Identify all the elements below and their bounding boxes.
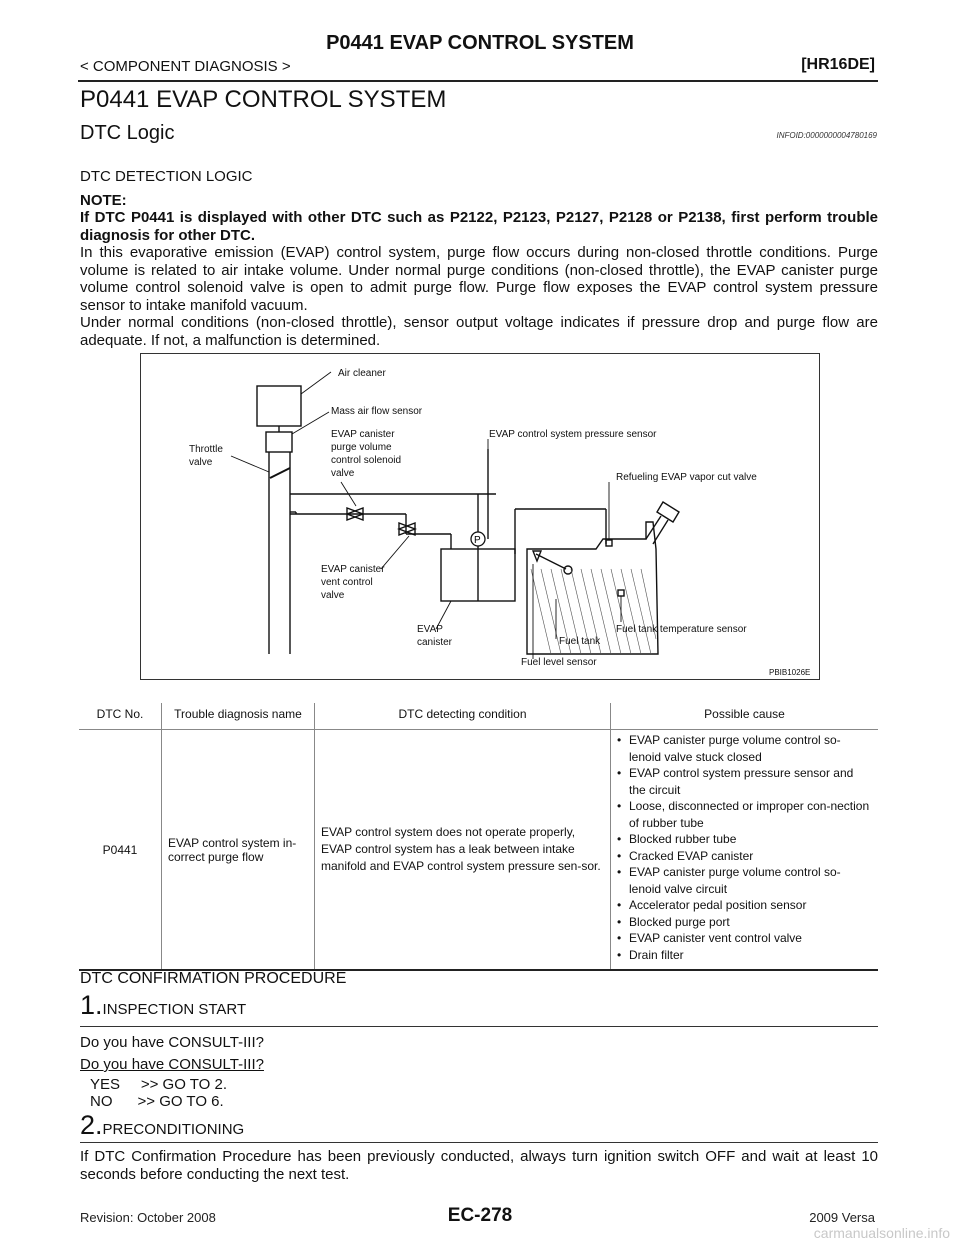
vent-valve-label-2: vent control: [321, 577, 373, 588]
list-item: • Blocked purge port: [617, 914, 872, 931]
step-1-question: Do you have CONSULT-III?: [80, 1034, 264, 1051]
purge-valve-label-4: valve: [331, 468, 355, 479]
info-id: INFOID:0000000004780169: [776, 131, 877, 140]
vent-valve-label-1: EVAP canister: [321, 564, 385, 575]
step-2-text: If DTC Confirmation Procedure has been previously conducted, always turn ignition switch OFF and wait at least 10 seconds before conducting the next test.: [80, 1148, 878, 1183]
note-label: NOTE:: [80, 191, 127, 209]
canister-label-1: EVAP: [417, 624, 443, 635]
model-year: 2009 Versa: [809, 1210, 875, 1225]
pressure-sensor-p: P: [474, 535, 481, 546]
paragraph-2: Under normal conditions (non-closed throttle), sensor output voltage indicates if pressure drop and purge flow are adequate. If not, a malfunction is determined.: [80, 314, 878, 349]
possible-cause-list: [617, 732, 872, 963]
vent-valve-label-3: valve: [321, 590, 345, 601]
purge-valve-label-1: EVAP canister: [331, 429, 395, 440]
list-item: • Blocked rubber tube: [617, 831, 872, 848]
engine-code: [HR16DE]: [801, 56, 875, 73]
step-1-rule: [80, 1026, 878, 1027]
step-1-label: INSPECTION START: [102, 1001, 247, 1018]
figure-id: PBIB1026E: [769, 668, 811, 677]
throttle-label-2: valve: [189, 457, 213, 468]
step-1-question-underlined: Do you have CONSULT-III?: [80, 1056, 264, 1073]
list-item: • EVAP canister purge volume control so-lenoid valve circuit: [617, 864, 872, 897]
page-number: EC-278: [447, 1205, 513, 1226]
list-item: • EVAP canister purge volume control so-lenoid valve stuck closed: [617, 732, 872, 765]
col-detecting-condition: DTC detecting condition: [315, 703, 611, 730]
no-option: NO >> GO TO 6.: [90, 1093, 224, 1110]
cell-detecting-condition: EVAP control system does not operate properly, EVAP control system has a leak between intake manifold and EVAP control system pressure sen-sor.: [315, 730, 611, 971]
page-title: P0441 EVAP CONTROL SYSTEM: [326, 32, 634, 54]
col-dtc-no: DTC No.: [79, 703, 162, 730]
evap-system-diagram: [140, 353, 820, 680]
list-item: • Accelerator pedal position sensor: [617, 897, 872, 914]
col-diagnosis-name: Trouble diagnosis name: [162, 703, 315, 730]
paragraph-1: In this evaporative emission (EVAP) control system, purge flow occurs during non-closed throttle conditions. Purge volume is related to air intake volume. Under normal purge conditions (non-closed throttle), the EVAP canister purge volume control solenoid valve is open to admit purge flow. Purge flow exposes the EVAP control system pressure sensor to intake manifold vacuum.: [80, 244, 878, 314]
list-item: • EVAP control system pressure sensor and the circuit: [617, 765, 872, 798]
table-header-row: [79, 703, 878, 730]
list-item: • Cracked EVAP canister: [617, 848, 872, 865]
section-title: P0441 EVAP CONTROL SYSTEM: [80, 86, 447, 113]
subsection-title: DTC Logic: [80, 122, 175, 144]
purge-valve-label-2: purge volume: [331, 442, 392, 453]
cell-possible-cause: [611, 730, 879, 971]
header-rule: [78, 80, 878, 82]
yes-option: YES >> GO TO 2.: [90, 1076, 228, 1093]
fuel-tank-label: Fuel tank: [559, 636, 601, 647]
table-row: [79, 730, 878, 971]
refuel-valve-label: Refueling EVAP vapor cut valve: [616, 472, 757, 483]
step-2-number: 2.: [80, 1110, 103, 1140]
pressure-sensor-label: EVAP control system pressure sensor: [489, 429, 657, 440]
step-2-title: [80, 1110, 244, 1141]
confirmation-procedure-heading: DTC CONFIRMATION PROCEDURE: [80, 970, 347, 987]
step-2-label: PRECONDITIONING: [102, 1121, 245, 1138]
watermark: carmanualsonline.info: [813, 1225, 950, 1241]
step-2-rule: [80, 1142, 878, 1143]
step-1-number: 1.: [80, 990, 103, 1020]
revision-date: Revision: October 2008: [80, 1210, 216, 1225]
col-possible-cause: Possible cause: [611, 703, 879, 730]
cell-diagnosis-name: EVAP control system in-correct purge flow: [162, 730, 315, 971]
breadcrumb: < COMPONENT DIAGNOSIS >: [80, 58, 291, 75]
detection-logic-heading: DTC DETECTION LOGIC: [80, 168, 253, 185]
step-1-title: [80, 990, 246, 1021]
note-text: If DTC P0441 is displayed with other DTC such as P2122, P2123, P2127, P2128 or P2138, first perform trouble diagnosis for other DTC.: [80, 209, 878, 244]
maf-label: Mass air flow sensor: [331, 406, 423, 417]
fuel-temp-label: Fuel tank temperature sensor: [616, 624, 747, 635]
evap-diagram-svg: [141, 354, 819, 679]
list-item: • EVAP canister vent control valve: [617, 930, 872, 947]
list-item: • Drain filter: [617, 947, 872, 964]
list-item: • Loose, disconnected or improper con-nection of rubber tube: [617, 798, 872, 831]
dtc-table: [79, 703, 878, 971]
cell-dtc-no: P0441: [79, 730, 162, 971]
canister-label-2: canister: [417, 637, 453, 648]
air-cleaner-shape: [257, 386, 301, 426]
fuel-level-label: Fuel level sensor: [521, 657, 597, 668]
throttle-label-1: Throttle: [189, 444, 223, 455]
maf-shape: [266, 432, 292, 452]
purge-valve-label-3: control solenoid: [331, 455, 402, 466]
dtc-logic-text: [80, 168, 878, 349]
air-cleaner-label: Air cleaner: [338, 368, 386, 379]
